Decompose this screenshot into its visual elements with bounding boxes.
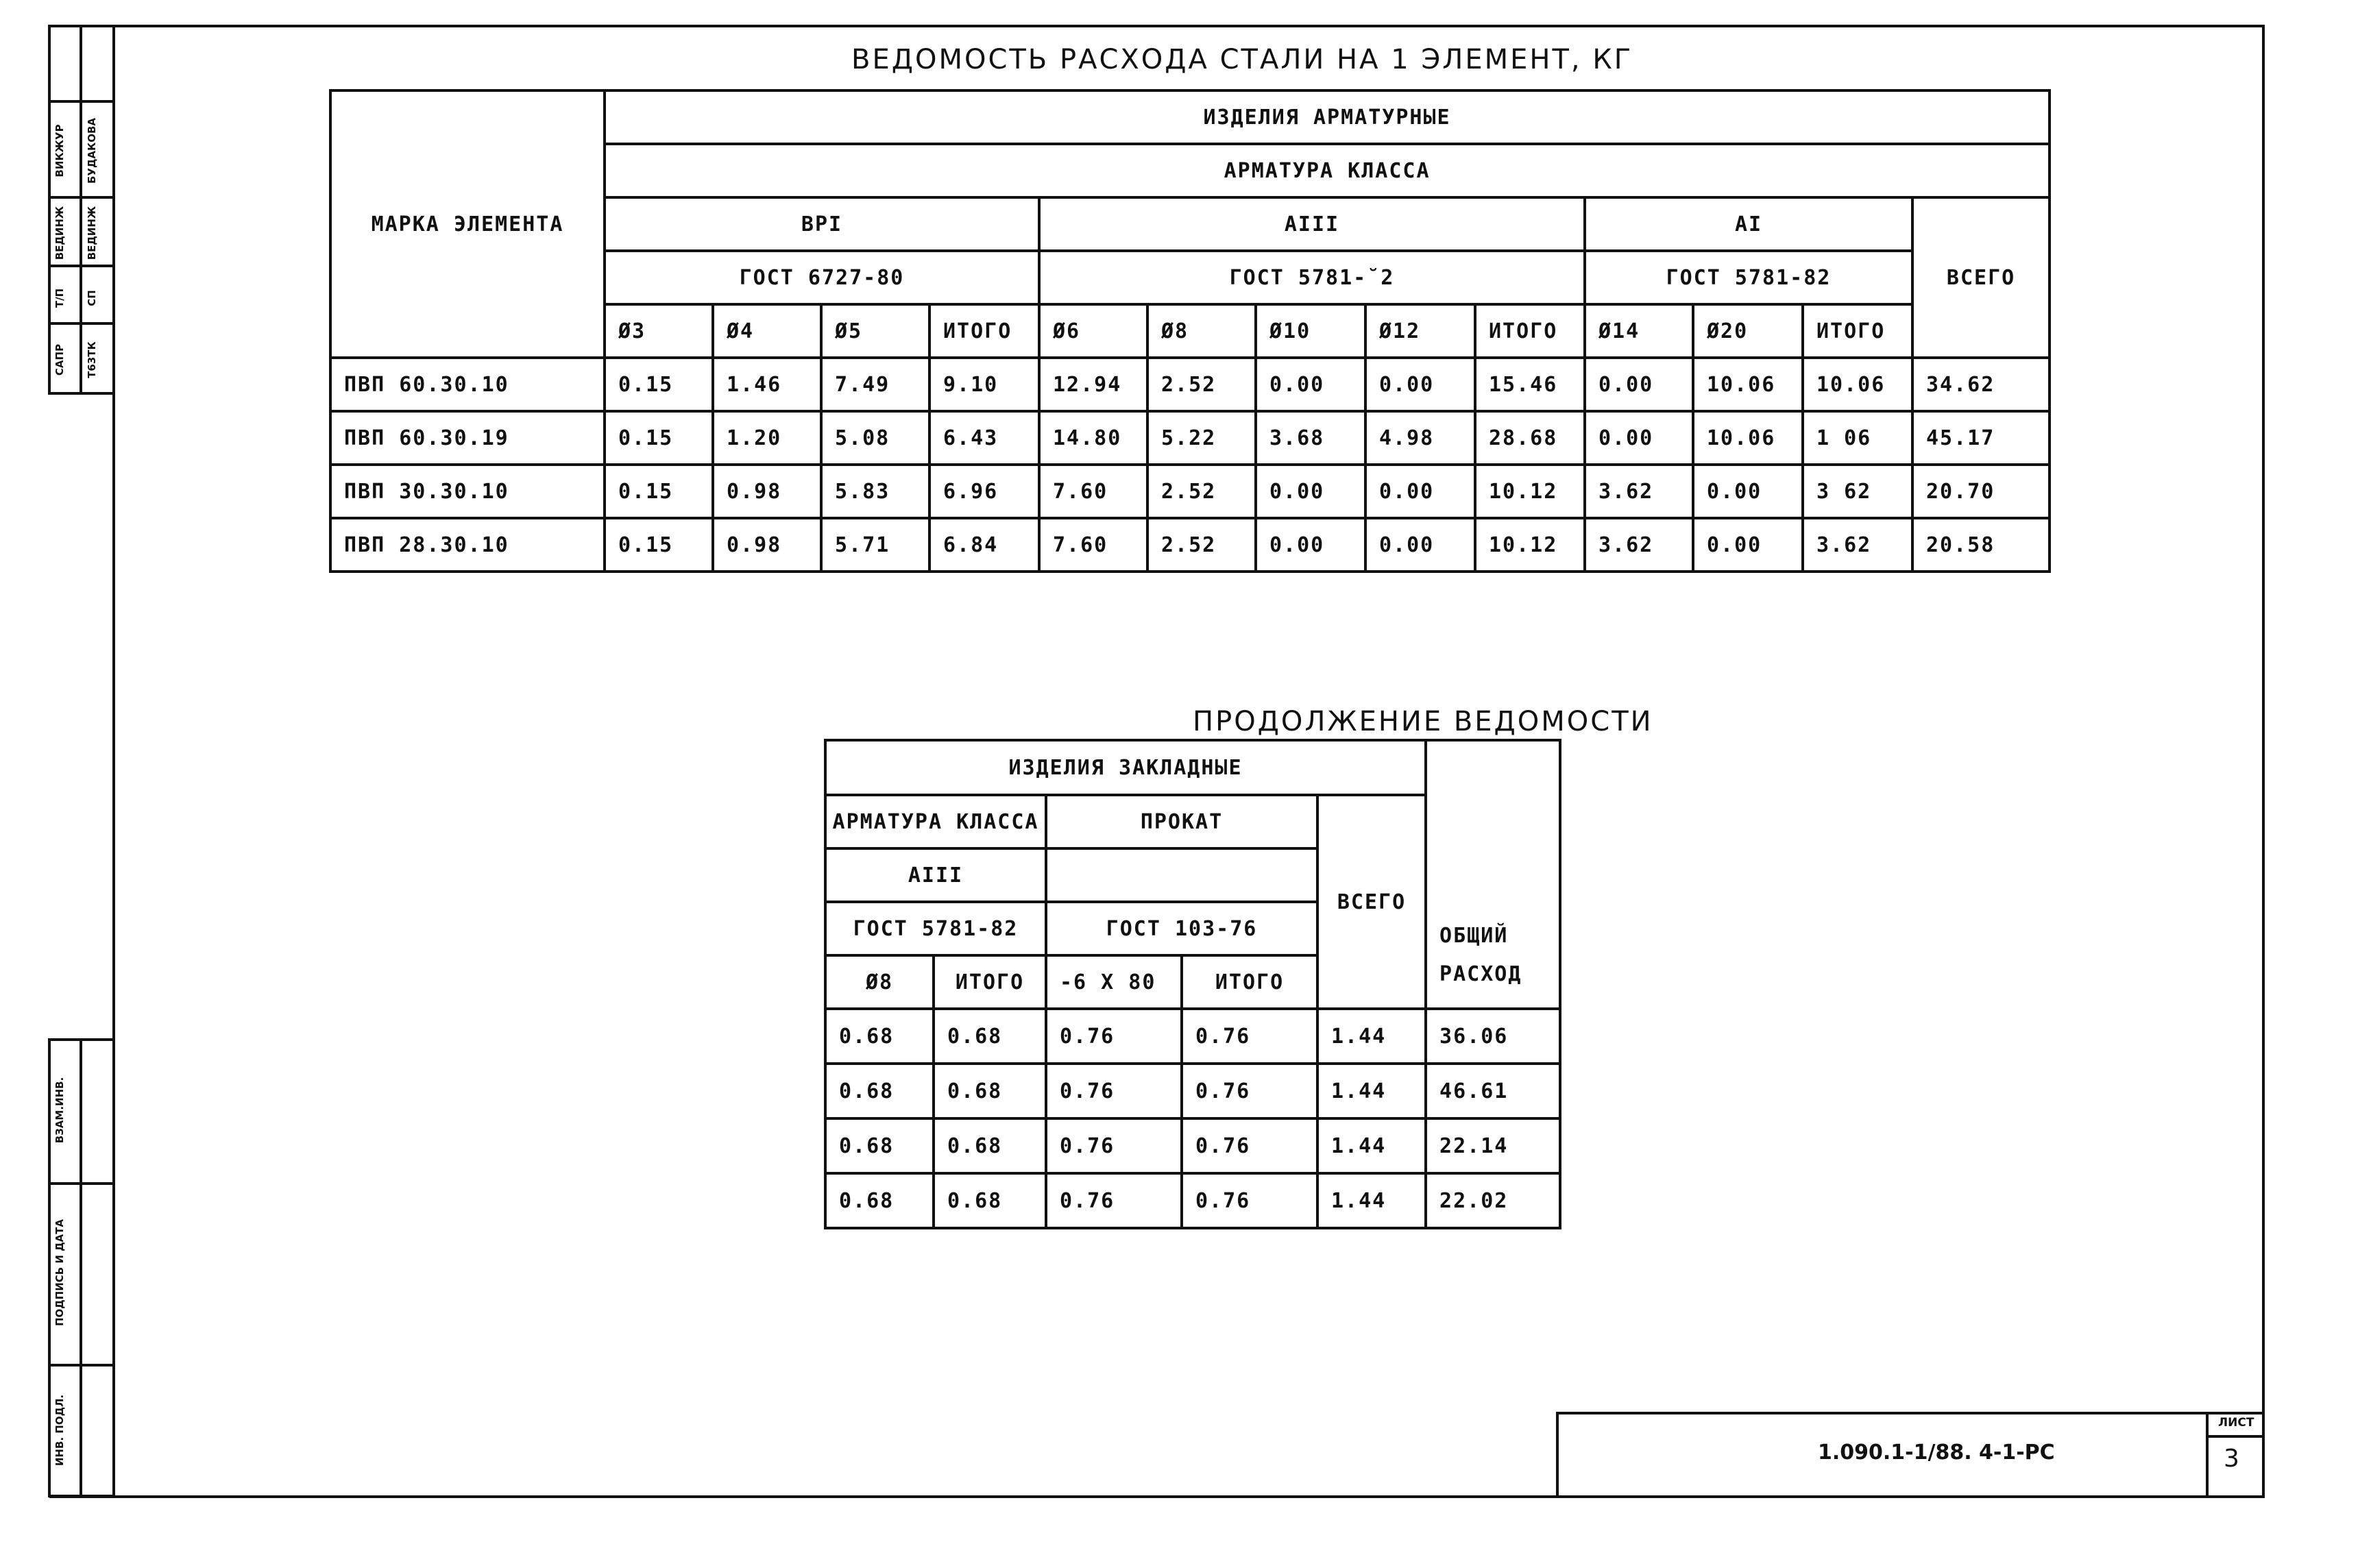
sheet-label: ЛИСТ xyxy=(2218,1416,2254,1430)
table-cell: 46.61 xyxy=(1426,1064,1560,1118)
side-stamp-text: ВЗАМ.ИНВ. xyxy=(53,1077,66,1144)
header-subgroup: АРМАТУРА КЛАССА xyxy=(605,144,2050,197)
element-mark: ПВП 60.30.10 xyxy=(330,358,605,411)
table-cell: 0.76 xyxy=(1046,1009,1182,1064)
side-stamp-text: САПР xyxy=(53,343,66,376)
header-total: ВСЕГО xyxy=(1912,197,2050,358)
table-cell: 10.12 xyxy=(1475,518,1585,572)
table-cell: 2.52 xyxy=(1147,465,1256,518)
table-cell: 1.44 xyxy=(1317,1118,1426,1173)
table-cell: 0.00 xyxy=(1256,518,1365,572)
table-cell: 2.52 xyxy=(1147,358,1256,411)
table-cell: 5.83 xyxy=(821,465,929,518)
table-cell: 22.14 xyxy=(1426,1118,1560,1173)
side-stamp-text: ПОДПИСЬ И ДАТА xyxy=(53,1218,66,1327)
table-cell: 3.62 xyxy=(1585,518,1693,572)
side-stamp-text: ВИКЖУР xyxy=(53,124,66,177)
table-row xyxy=(330,465,2050,518)
sheet-number: 3 xyxy=(2224,1445,2239,1473)
t2-header-empty xyxy=(1046,848,1317,902)
header-gost-vr1: ГОСТ 6727-80 xyxy=(605,251,1039,304)
table-cell: 7.49 xyxy=(821,358,929,411)
table-cell: 1.44 xyxy=(1317,1173,1426,1228)
t2-col-header: ИТОГО xyxy=(1182,955,1317,1009)
table-cell: 0.00 xyxy=(1585,358,1693,411)
col-header: Ø14 xyxy=(1585,304,1693,358)
frame-right-border xyxy=(2262,25,2265,1498)
table-cell: 28.68 xyxy=(1475,411,1585,465)
t2-header-gost2: ГОСТ 103-76 xyxy=(1046,902,1317,955)
col-header: Ø5 xyxy=(821,304,929,358)
side-stamp-text: ВЕДИНЖ xyxy=(53,206,66,260)
t2-overall-line2: РАСХОД xyxy=(1439,962,1522,986)
t2-header-gost1: ГОСТ 5781-82 xyxy=(825,902,1046,955)
table-cell: 0.68 xyxy=(934,1118,1046,1173)
table-cell: 20.58 xyxy=(1912,518,2050,572)
header-class-a3: AIII xyxy=(1039,197,1585,251)
header-class-vr1: ВРI xyxy=(605,197,1039,251)
table-cell: 3.62 xyxy=(1585,465,1693,518)
table-cell: 20.70 xyxy=(1912,465,2050,518)
side-stamp-text: ИНВ. ПОДЛ. xyxy=(53,1394,66,1467)
table-cell: 4.98 xyxy=(1365,411,1475,465)
table-cell: 0.15 xyxy=(605,465,713,518)
table-cell: 0.76 xyxy=(1182,1118,1317,1173)
table-cell: 0.00 xyxy=(1256,358,1365,411)
table-cell: 7.60 xyxy=(1039,465,1147,518)
table-cell: 0.68 xyxy=(934,1064,1046,1118)
t2-header-group: ИЗДЕЛИЯ ЗАКЛАДНЫЕ xyxy=(825,740,1426,795)
side-stamp-text: БУДАКОВА xyxy=(86,117,98,184)
table-cell: 5.22 xyxy=(1147,411,1256,465)
col-header: Ø20 xyxy=(1693,304,1803,358)
t2-header-class: AIII xyxy=(825,848,1046,902)
table-cell: 1 06 xyxy=(1803,411,1912,465)
side-stamp-text: Т/П xyxy=(53,288,66,308)
table2-title: ПРОДОЛЖЕНИЕ ВЕДОМОСТИ xyxy=(1193,706,1653,737)
header-class-a1: AI xyxy=(1585,197,1912,251)
table-cell: 5.71 xyxy=(821,518,929,572)
t2-col-header: ИТОГО xyxy=(934,955,1046,1009)
table-cell: 36.06 xyxy=(1426,1009,1560,1064)
table-cell: 0.76 xyxy=(1046,1118,1182,1173)
embedded-items-table xyxy=(824,739,1561,1229)
table-cell: 0.68 xyxy=(825,1064,934,1118)
table-cell: 1.44 xyxy=(1317,1009,1426,1064)
table-cell: 0.00 xyxy=(1585,411,1693,465)
table-row xyxy=(330,358,2050,411)
table-row xyxy=(825,1173,1560,1228)
t2-col-header: -6 Х 80 xyxy=(1046,955,1182,1009)
t2-col-header: Ø8 xyxy=(825,955,934,1009)
table-cell: 6.84 xyxy=(929,518,1039,572)
t2-header-total: ВСЕГО xyxy=(1317,795,1426,1009)
t2-header-overall xyxy=(1426,740,1560,1009)
table-cell: 0.68 xyxy=(825,1173,934,1228)
table-cell: 6.43 xyxy=(929,411,1039,465)
table-cell: 6.96 xyxy=(929,465,1039,518)
table-row xyxy=(825,1064,1560,1118)
table-cell: 0.15 xyxy=(605,411,713,465)
table-cell: 0.68 xyxy=(825,1009,934,1064)
element-mark: ПВП 30.30.10 xyxy=(330,465,605,518)
table-cell: 0.15 xyxy=(605,518,713,572)
table-cell: 9.10 xyxy=(929,358,1039,411)
side-stamp-divider xyxy=(80,25,82,395)
title-block-divider xyxy=(2206,1412,2209,1498)
table-cell: 45.17 xyxy=(1912,411,2050,465)
side-stamp-rule xyxy=(48,100,115,103)
table1-title: ВЕДОМОСТЬ РАСХОДА СТАЛИ НА 1 ЭЛЕМЕНТ, КГ xyxy=(851,44,1633,75)
table-cell: 5.08 xyxy=(821,411,929,465)
col-header: ИТОГО xyxy=(1475,304,1585,358)
side-stamp-text: ВЕДИНЖ xyxy=(86,206,98,260)
element-mark: ПВП 60.30.19 xyxy=(330,411,605,465)
table-cell: 0.15 xyxy=(605,358,713,411)
steel-consumption-table xyxy=(329,89,2051,573)
table-cell: 14.80 xyxy=(1039,411,1147,465)
table-cell: 15.46 xyxy=(1475,358,1585,411)
table-cell: 10.06 xyxy=(1693,411,1803,465)
t2-header-rebar-class: АРМАТУРА КЛАССА xyxy=(825,795,1046,848)
table-cell: 0.98 xyxy=(713,465,821,518)
col-header: Ø10 xyxy=(1256,304,1365,358)
table-cell: 1.44 xyxy=(1317,1064,1426,1118)
side-stamp-divider xyxy=(80,1038,82,1497)
col-header: Ø6 xyxy=(1039,304,1147,358)
table-cell: 1.46 xyxy=(713,358,821,411)
col-header: ИТОГО xyxy=(1803,304,1912,358)
col-header: Ø4 xyxy=(713,304,821,358)
table-cell: 0.76 xyxy=(1046,1064,1182,1118)
table-cell: 2.52 xyxy=(1147,518,1256,572)
element-mark: ПВП 28.30.10 xyxy=(330,518,605,572)
table-row xyxy=(330,518,2050,572)
table-cell: 0.98 xyxy=(713,518,821,572)
header-mark: МАРКА ЭЛЕМЕНТА xyxy=(330,90,605,358)
table-row xyxy=(825,1118,1560,1173)
t2-header-rolled: ПРОКАТ xyxy=(1046,795,1317,848)
table-cell: 3.62 xyxy=(1803,518,1912,572)
table-cell: 7.60 xyxy=(1039,518,1147,572)
table-cell: 12.94 xyxy=(1039,358,1147,411)
frame-top-border xyxy=(112,25,2265,27)
table-cell: 0.68 xyxy=(934,1173,1046,1228)
table-cell: 0.76 xyxy=(1182,1173,1317,1228)
table-cell: 0.76 xyxy=(1046,1173,1182,1228)
table-cell: 10.06 xyxy=(1803,358,1912,411)
table-cell: 34.62 xyxy=(1912,358,2050,411)
title-block-rule xyxy=(2206,1435,2265,1438)
table-cell: 0.68 xyxy=(825,1118,934,1173)
table-cell: 0.00 xyxy=(1365,518,1475,572)
document-code: 1.090.1-1/88. 4-1-РС xyxy=(1818,1441,2055,1465)
side-stamp-text: СП xyxy=(86,290,98,306)
table-cell: 10.12 xyxy=(1475,465,1585,518)
header-gost-a1: ГОСТ 5781-82 xyxy=(1585,251,1912,304)
table-row xyxy=(330,411,2050,465)
table-cell: 0.00 xyxy=(1693,465,1803,518)
table-cell: 0.76 xyxy=(1182,1064,1317,1118)
table-cell: 3 62 xyxy=(1803,465,1912,518)
col-header: Ø8 xyxy=(1147,304,1256,358)
table-row xyxy=(825,1009,1560,1064)
table-cell: 0.68 xyxy=(934,1009,1046,1064)
table-cell: 0.00 xyxy=(1693,518,1803,572)
table-cell: 0.76 xyxy=(1182,1009,1317,1064)
table-cell: 3.68 xyxy=(1256,411,1365,465)
table-cell: 0.00 xyxy=(1365,465,1475,518)
table-cell: 10.06 xyxy=(1693,358,1803,411)
side-stamp-rule xyxy=(48,1182,115,1185)
side-stamp-text: Т63ТК xyxy=(86,341,98,378)
col-header: Ø12 xyxy=(1365,304,1475,358)
col-header: ИТОГО xyxy=(929,304,1039,358)
table-cell: 22.02 xyxy=(1426,1173,1560,1228)
t2-overall-line1: ОБЩИЙ xyxy=(1439,924,1509,948)
col-header: Ø3 xyxy=(605,304,713,358)
table-cell: 1.20 xyxy=(713,411,821,465)
header-group: ИЗДЕЛИЯ АРМАТУРНЫЕ xyxy=(605,90,2050,144)
table-cell: 0.00 xyxy=(1256,465,1365,518)
table-cell: 0.00 xyxy=(1365,358,1475,411)
header-gost-a3: ГОСТ 5781-˘2 xyxy=(1039,251,1585,304)
